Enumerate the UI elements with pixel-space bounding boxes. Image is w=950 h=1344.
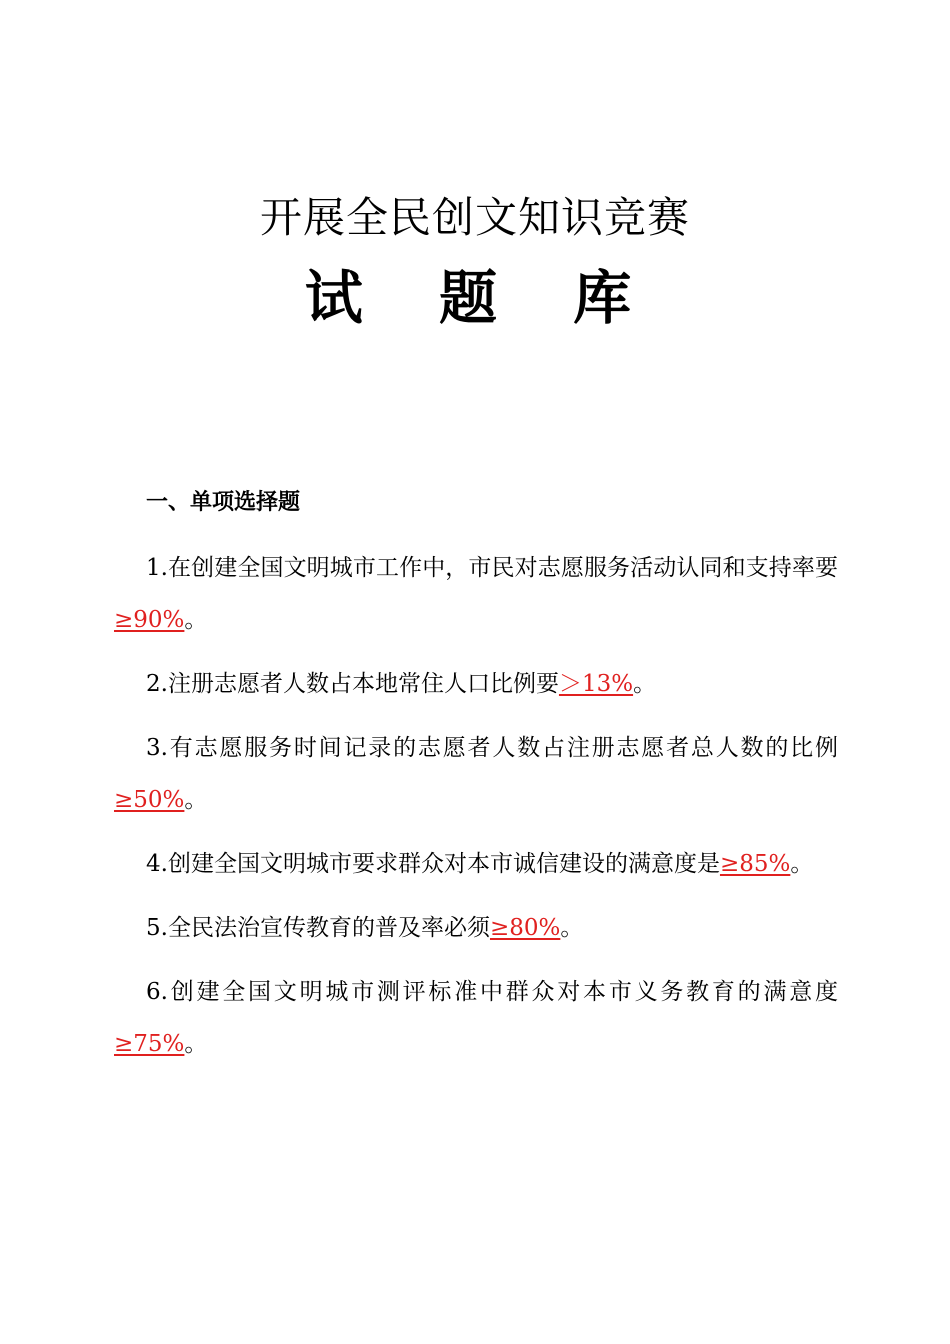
section-heading: 一、单项选择题 — [146, 490, 301, 515]
question-end: 。 — [560, 915, 584, 941]
document-subtitle: 试 题 库 — [304, 264, 660, 332]
question-2 — [114, 658, 838, 710]
question-5 — [114, 902, 838, 954]
question-text: 6.创建全国文明城市测评标准中群众对本市义务教育的满意度 — [146, 979, 838, 1005]
answer-text: ＞13% — [558, 671, 634, 697]
question-end: 。 — [184, 1031, 208, 1057]
question-end: 。 — [790, 851, 814, 877]
question-text: 4.创建全国文明城市要求群众对本市诚信建设的满意度是 — [146, 851, 720, 877]
answer-text: ≥50% — [114, 787, 185, 813]
question-text: 3.有志愿服务时间记录的志愿者人数占注册志愿者总人数的比例 — [146, 735, 838, 761]
question-text: 1.在创建全国文明城市工作中，市民对志愿服务活动认同和支持率要 — [146, 555, 838, 581]
answer-text: ≥75% — [114, 1031, 185, 1057]
document-body — [114, 480, 838, 1082]
answer-text: ≥80% — [489, 915, 561, 941]
question-text: 5.全民法治宣传教育的普及率必须 — [146, 915, 490, 941]
question-1 — [114, 542, 838, 646]
question-text: 2.注册志愿者人数占本地常住人口比例要 — [146, 671, 559, 697]
answer-text: ≥85% — [719, 851, 791, 877]
question-end: 。 — [184, 787, 208, 813]
question-6 — [114, 966, 838, 1070]
question-end: 。 — [633, 671, 657, 697]
document-title: 开展全民创文知识竞赛 — [259, 193, 690, 242]
answer-text: ≥90% — [114, 607, 185, 633]
question-4 — [114, 838, 838, 890]
question-3 — [114, 722, 838, 826]
question-end: 。 — [184, 607, 208, 633]
